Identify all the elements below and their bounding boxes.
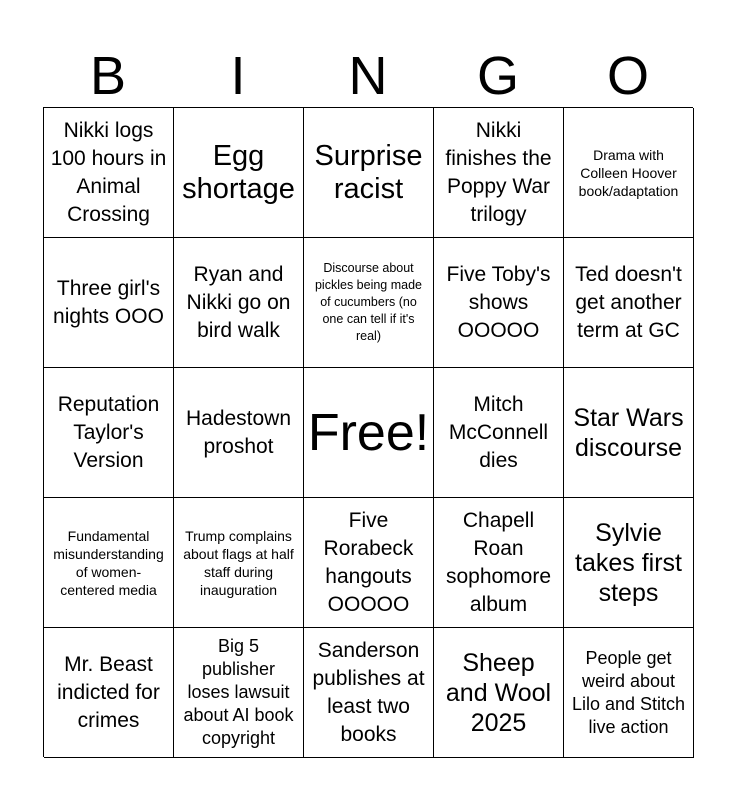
cell-text: Five Toby's shows OOOOO — [446, 262, 551, 342]
cell-text: Nikki finishes the Poppy War trilogy — [445, 118, 552, 226]
bingo-cell-i5[interactable] — [174, 628, 304, 758]
cell-text: Star Wars discourse — [573, 403, 684, 462]
bingo-cell-o2[interactable] — [564, 238, 694, 368]
header-letter-i: I — [230, 46, 246, 106]
cell-text: Drama with Colleen Hoover book/adaptation — [578, 146, 679, 199]
bingo-cell-g4[interactable] — [434, 498, 564, 628]
cell-text: Mr. Beast indicted for crimes — [57, 652, 160, 732]
cell-text: Hadestown proshot — [185, 406, 292, 458]
bingo-board — [43, 107, 693, 757]
header-letter-g: G — [476, 46, 519, 106]
bingo-cell-b5[interactable] — [44, 628, 174, 758]
header-letter-b: B — [89, 46, 127, 106]
cell-text: Nikki logs 100 hours in Animal Crossing — [50, 118, 167, 226]
cell-text: Discourse about pickles being made of cucumbers (no one can tell if it's real) — [314, 261, 422, 343]
bingo-cell-g2[interactable] — [434, 238, 564, 368]
header-letter-o: O — [606, 46, 649, 106]
bingo-cell-n1[interactable] — [304, 108, 434, 238]
cell-text: Five Rorabeck hangouts OOOOO — [323, 508, 414, 616]
cell-text: Fundamental misunderstanding of women-centered media — [53, 527, 164, 598]
cell-text: Sanderson publishes at least two books — [312, 638, 425, 746]
bingo-cell-g5[interactable] — [434, 628, 564, 758]
cell-text: People get weird about Lilo and Stitch live action — [571, 647, 686, 737]
bingo-cell-o1[interactable] — [564, 108, 694, 238]
header-letter-n: N — [348, 46, 388, 106]
cell-text: Trump complains about flags at half staff during inauguration — [183, 527, 294, 598]
free-space: Free! — [307, 403, 430, 462]
bingo-cell-i3[interactable] — [174, 368, 304, 498]
cell-text: Chapell Roan sophomore album — [445, 508, 552, 616]
cell-text: Sylvie takes first steps — [575, 518, 682, 607]
bingo-cell-o5[interactable] — [564, 628, 694, 758]
bingo-cell-b4[interactable] — [44, 498, 174, 628]
cell-text: Big 5 publisher loses lawsuit about AI book copyright — [183, 636, 294, 748]
bingo-cell-n2[interactable] — [304, 238, 434, 368]
cell-text: Egg shortage — [182, 139, 295, 205]
bingo-cell-g1[interactable] — [434, 108, 564, 238]
cell-text: Sheep and Wool 2025 — [445, 648, 552, 737]
bingo-header — [43, 46, 693, 106]
bingo-cell-n5[interactable] — [304, 628, 434, 758]
bingo-cell-i2[interactable] — [174, 238, 304, 368]
bingo-cell-b1[interactable] — [44, 108, 174, 238]
cell-text: Mitch McConnell dies — [448, 392, 549, 472]
cell-text: Three girl's nights OOO — [53, 276, 164, 328]
cell-text: Reputation Taylor's Version — [57, 392, 160, 472]
bingo-cell-g3[interactable] — [434, 368, 564, 498]
bingo-cell-o4[interactable] — [564, 498, 694, 628]
bingo-cell-b2[interactable] — [44, 238, 174, 368]
bingo-cell-i1[interactable] — [174, 108, 304, 238]
bingo-cell-b3[interactable] — [44, 368, 174, 498]
bingo-cell-o3[interactable] — [564, 368, 694, 498]
bingo-cell-n3[interactable] — [304, 368, 434, 498]
cell-text: Surprise racist — [314, 139, 423, 205]
bingo-cell-n4[interactable] — [304, 498, 434, 628]
cell-text: Ryan and Nikki go on bird walk — [186, 262, 291, 342]
cell-text: Ted doesn't get another term at GC — [575, 262, 682, 342]
bingo-cell-i4[interactable] — [174, 498, 304, 628]
